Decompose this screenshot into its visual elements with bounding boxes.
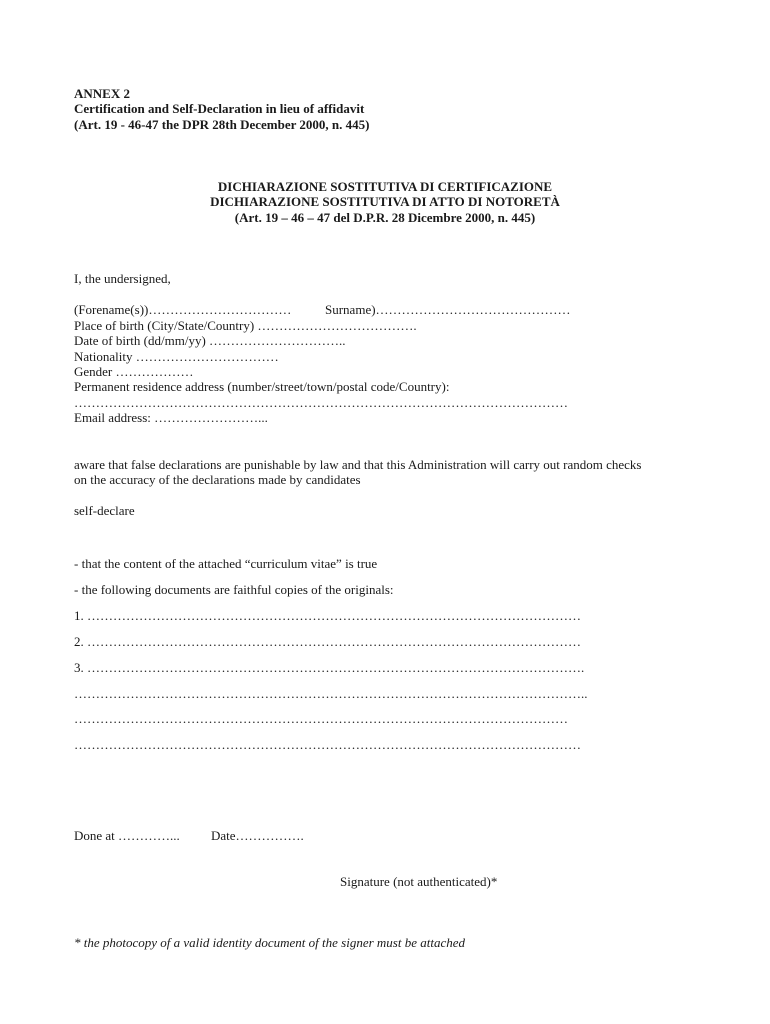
document-line-1: 1. …………………………………………………………………………………………………… — [74, 608, 581, 623]
surname-field: Surname)……………………………………… — [325, 302, 571, 317]
copies-statement: - the following documents are faithful copies of the originals: — [74, 582, 394, 597]
residence-label: Permanent residence address (number/street/town/postal code/Country): — [74, 379, 450, 394]
document-line-6: ……………………………………………………………………………………………………… — [74, 737, 581, 752]
document-line-5: …………………………………………………………………………………………………… — [74, 711, 568, 726]
email-field: Email address: ……………………... — [74, 410, 268, 425]
date-field: Date……………. — [211, 828, 304, 843]
heading-line-3: (Art. 19 – 46 – 47 del D.P.R. 28 Dicembre 2000, n. 445) — [234, 210, 536, 225]
footnote: * the photocopy of a valid identity document of the signer must be attached — [74, 935, 466, 950]
self-declare-text: self-declare — [74, 503, 135, 518]
done-at-field: Done at …………... — [74, 828, 180, 843]
heading-line-1: DICHIARAZIONE SOSTITUTIVA DI CERTIFICAZIONE — [217, 179, 553, 194]
residence-line: …………………………………………………………………………………………………… — [74, 395, 568, 410]
annex-reference: (Art. 19 - 46-47 the DPR 28th December 2000, n. 445) — [74, 117, 370, 132]
intro-text: I, the undersigned, — [74, 271, 171, 286]
awareness-line-2: on the accuracy of the declarations made by candidates — [74, 472, 361, 487]
annex-number: ANNEX 2 — [74, 86, 130, 101]
nationality-field: Nationality …………………………… — [74, 349, 279, 364]
awareness-line-1: aware that false declarations are punishable by law and that this Administration will carry out random checks — [74, 457, 642, 472]
document-line-2: 2. …………………………………………………………………………………………………… — [74, 634, 581, 649]
gender-field: Gender ……………… — [74, 364, 194, 379]
place-of-birth-field: Place of birth (City/State/Country) ………………………………. — [74, 318, 417, 333]
date-of-birth-field: Date of birth (dd/mm/yy) ………………………….. — [74, 333, 346, 348]
signature-label: Signature (not authenticated)* — [340, 874, 498, 889]
document-line-3: 3. ……………………………………………………………………………………………………. — [74, 660, 585, 675]
forename-field: (Forename(s))…………………………… — [74, 302, 292, 317]
heading-line-2: DICHIARAZIONE SOSTITUTIVA DI ATTO DI NOTORETÀ — [210, 194, 560, 209]
annex-title: Certification and Self-Declaration in lieu of affidavit — [74, 101, 365, 116]
cv-statement: - that the content of the attached “curriculum vitae” is true — [74, 556, 378, 571]
document-line-4: ……………………………………………………………………………………………………….. — [74, 686, 588, 701]
